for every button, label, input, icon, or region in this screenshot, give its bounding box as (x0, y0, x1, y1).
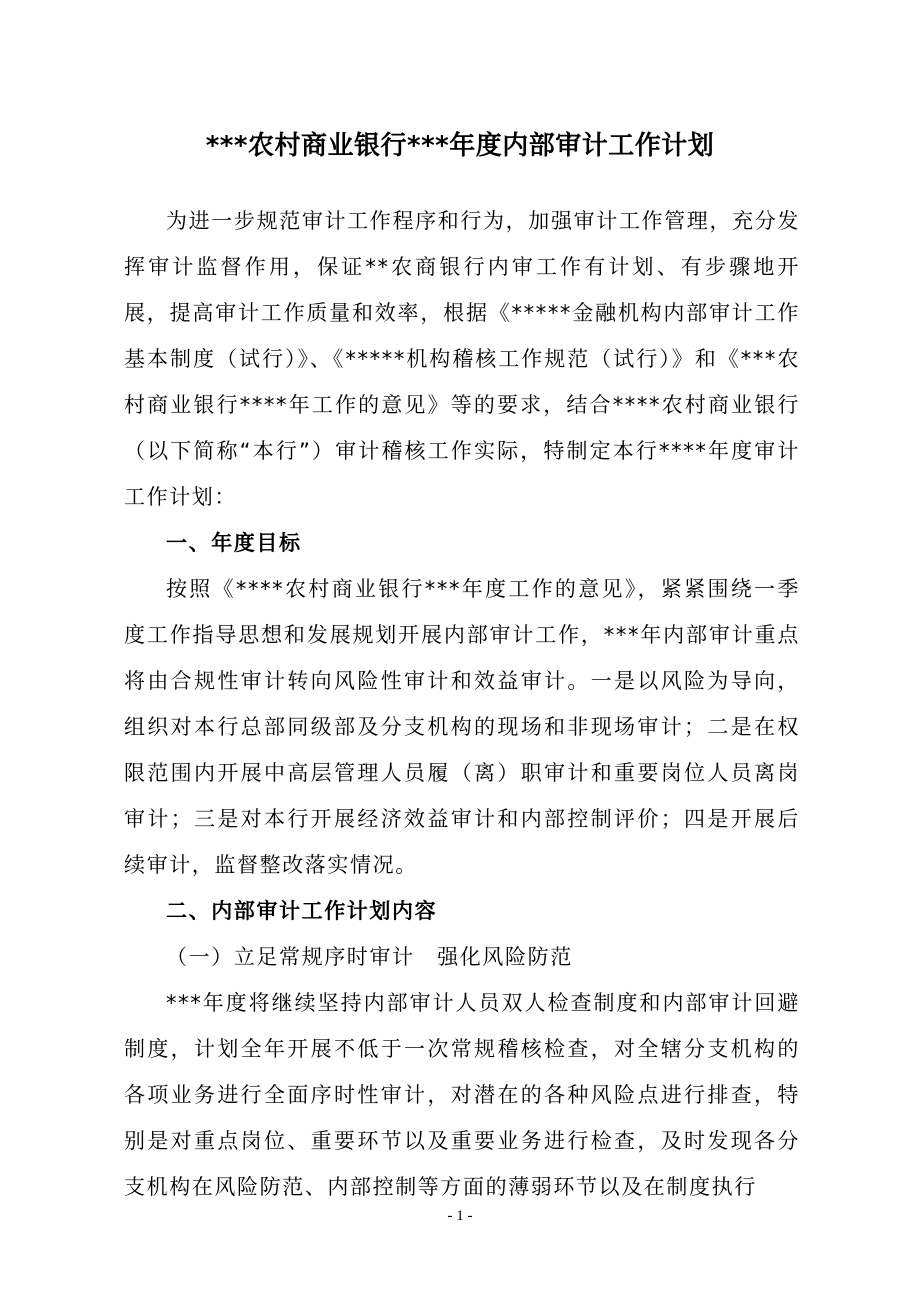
section-heading-plan-content: 二、内部审计工作计划内容 (166, 899, 438, 923)
document-title: ***农村商业银行***年度内部审计工作计划 (205, 131, 715, 161)
document-body (124, 198, 800, 1210)
routine-audit-paragraph: ***年度将继续坚持内部审计人员双人检查制度和内部审计回避制度，计划全年开展不低于一次常规稽核检查，对全辖分支机构的各项业务进行全面序时性审计，对潜在的各种风险点进行排查，特别是对重点岗位、重要环节以及重要业务进行检查，及时发现各分支机构在风险防范、内部控制等方面的薄弱环节以及在制度执行 (124, 991, 800, 1199)
intro-paragraph: 为进一步规范审计工作程序和行为，加强审计工作管理，充分发挥审计监督作用，保证**农商银行内审工作有计划、有步骤地开展，提高审计工作质量和效率，根据《*****金融机构内部审计工作基本制度（试行）》、《*****机构稽核工作规范（试行）》和《***农村商业银行****年工作的意见》等的要求，结合****农村商业银行（以下简称“本行”）审计稽核工作实际，特制定本行****年度审计工作计划： (124, 209, 800, 509)
section-heading-annual-goals: 一、年度目标 (166, 531, 302, 555)
page-number: - 1 - (447, 1208, 473, 1224)
subsection-heading-routine-audit: （一）立足常规序时审计 强化风险防范 (166, 945, 573, 969)
annual-goals-paragraph: 按照《****农村商业银行***年度工作的意见》，紧紧围绕一季度工作指导思想和发展规划开展内部审计工作，***年内部审计重点将由合规性审计转向风险性审计和效益审计。一是以风险为导向，组织对本行总部同级部及分支机构的现场和非现场审计；二是在权限范围内开展中高层管理人员履（离）职审计和重要岗位人员离岗审计；三是对本行开展经济效益审计和内部控制评价；四是开展后续审计，监督整改落实情况。 (124, 577, 800, 877)
